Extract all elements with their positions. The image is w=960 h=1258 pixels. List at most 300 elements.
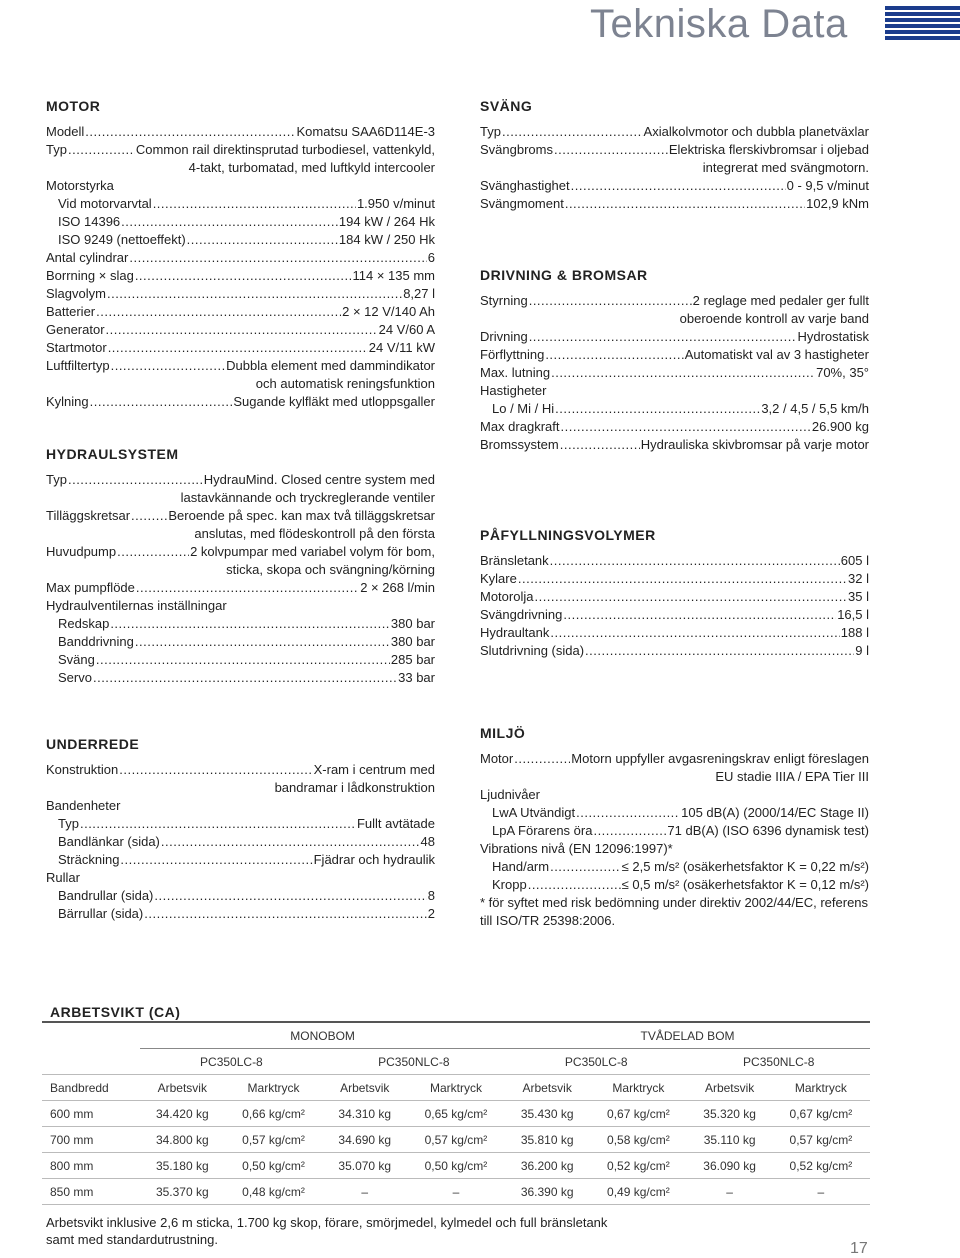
spec-text: * för syftet med risk bedömning under direktiv 2002/44/EC, referens — [480, 895, 869, 910]
dot-leader — [551, 364, 815, 382]
section-hydraulsystem — [46, 445, 435, 687]
dot-leader — [153, 195, 356, 213]
page-title: Tekniska Data — [590, 2, 848, 46]
spec-value: 35 l — [848, 589, 869, 604]
left-column — [46, 97, 435, 687]
spec-row — [46, 195, 435, 213]
spec-value: 8 — [427, 888, 435, 903]
spec-text: Motorstyrka — [46, 178, 114, 193]
table-cell: 34.310 kg — [323, 1101, 407, 1127]
spec-value: 48 — [420, 834, 435, 849]
spec-value: ≤ 2,5 m/s² (osäkerhetsfaktor K = 0,22 m/s²) — [621, 859, 869, 874]
dot-leader — [550, 552, 840, 570]
table-cell: 36.390 kg — [505, 1179, 589, 1205]
spec-row — [480, 364, 869, 382]
spec-text: Bandenheter — [46, 798, 121, 813]
dot-leader — [560, 418, 810, 436]
spec-value: Dubbla element med dammindikator — [226, 358, 435, 373]
spec-row — [46, 815, 435, 833]
table-cell: – — [323, 1179, 407, 1205]
spec-text: Rullar — [46, 870, 80, 885]
section-drivning-bromsar — [480, 266, 869, 454]
dot-leader — [96, 651, 390, 669]
group-header-row — [42, 1023, 870, 1049]
table-cell: 600 mm — [42, 1101, 140, 1127]
spec-label: Tilläggskretsar — [46, 508, 131, 523]
table-cell: 0,57 kg/cm² — [224, 1127, 322, 1153]
table-cell: 35.070 kg — [323, 1153, 407, 1179]
table-cell: 34.800 kg — [140, 1127, 224, 1153]
column-header: Arbetsvik — [323, 1075, 407, 1101]
spec-value: 105 dB(A) (2000/14/EC Stage II) — [681, 805, 869, 820]
spec-label: Max dragkraft — [480, 419, 560, 434]
spec-label: Sväng — [58, 652, 95, 667]
dot-leader — [514, 750, 570, 768]
group-tvadelad-bom: TVÅDELAD BOM — [505, 1023, 870, 1049]
spec-row — [480, 588, 869, 606]
column-header: Marktryck — [407, 1075, 505, 1101]
spec-value-continued: oberoende kontroll av varje band — [679, 311, 869, 326]
left-column-lower — [46, 735, 435, 923]
dot-leader — [576, 804, 680, 822]
spec-row — [46, 833, 435, 851]
spec-row — [46, 357, 435, 375]
spec-label: Servo — [58, 670, 92, 685]
spec-row — [46, 303, 435, 321]
dot-leader — [106, 321, 378, 339]
section-heading: HYDRAULSYSTEM — [46, 446, 179, 462]
spec-label: Modell — [46, 124, 85, 139]
section-heading: PÅFYLLNINGSVOLYMER — [480, 527, 656, 543]
dot-leader — [68, 141, 135, 159]
dot-leader — [563, 606, 836, 624]
spec-label: Kropp — [492, 877, 527, 892]
page-number: 17 — [850, 1240, 868, 1257]
table-cell: 35.180 kg — [140, 1153, 224, 1179]
table-cell: 35.430 kg — [505, 1101, 589, 1127]
dot-leader — [545, 346, 683, 364]
spec-row — [46, 285, 435, 303]
spec-label: Sträckning — [58, 852, 120, 867]
spec-label: Hydraultank — [480, 625, 550, 640]
table-row — [42, 1179, 870, 1205]
column-header: Marktryck — [772, 1075, 870, 1101]
dot-leader — [131, 507, 167, 525]
dot-leader — [144, 905, 427, 923]
spec-label: Kylning — [46, 394, 89, 409]
dot-leader — [528, 876, 621, 894]
spec-label: Svängbroms — [480, 142, 553, 157]
spec-label: Slutdrivning (sida) — [480, 643, 585, 658]
spec-value: 184 kW / 250 Hk — [338, 232, 435, 247]
spec-label: Bromssystem — [480, 437, 559, 452]
spec-value: 3,2 / 4,5 / 5,5 km/h — [761, 401, 869, 416]
dot-leader — [518, 570, 847, 588]
column-header: Arbetsvik — [687, 1075, 771, 1101]
spec-label: Kylare — [480, 571, 517, 586]
subheader-row — [42, 1075, 870, 1101]
spec-label: Typ — [46, 142, 67, 157]
spec-label: Bandlänkar (sida) — [58, 834, 160, 849]
spec-label: Svängmoment — [480, 196, 564, 211]
spec-row — [480, 328, 869, 346]
spec-label: Svängdrivning — [480, 607, 563, 622]
spec-text: till ISO/TR 25398:2006. — [480, 913, 616, 928]
spec-value: 24 V/11 kW — [368, 340, 435, 355]
spec-label: Typ — [58, 816, 79, 831]
right-column-lower — [480, 724, 869, 930]
dot-leader — [135, 633, 390, 651]
spec-label: Vid motorvarvtal — [58, 196, 152, 211]
spec-label: ISO 14396 — [58, 214, 121, 229]
spec-row — [46, 507, 435, 525]
spec-label: Batterier — [46, 304, 96, 319]
spec-row — [46, 633, 435, 651]
spec-value: 2 reglage med pedaler ger fullt — [692, 293, 869, 308]
spec-row — [46, 543, 435, 561]
spec-value: 8,27 l — [403, 286, 435, 301]
spec-row — [480, 292, 869, 310]
arbetsvikt-heading: ARBETSVIKT (CA) — [42, 1003, 870, 1023]
spec-value: 188 l — [840, 625, 869, 640]
table-cell: 0,67 kg/cm² — [589, 1101, 687, 1127]
spec-label: Typ — [46, 472, 67, 487]
spec-text: Hastigheter — [480, 383, 547, 398]
spec-label: Hand/arm — [492, 859, 550, 874]
column-header: Arbetsvik — [505, 1075, 589, 1101]
spec-value: 24 V/60 A — [378, 322, 435, 337]
spec-text: Hydraulventilernas inställningar — [46, 598, 227, 613]
dot-leader — [534, 588, 847, 606]
section-svang — [480, 97, 869, 213]
spec-value: Common rail direktinsprutad turbodiesel, vattenkyld, — [135, 142, 435, 157]
spec-label: Startmotor — [46, 340, 107, 355]
dot-leader — [502, 123, 643, 141]
spec-row — [480, 418, 869, 436]
dot-leader — [565, 195, 805, 213]
spec-label: Svänghastighet — [480, 178, 570, 193]
spec-value: 6 — [427, 250, 435, 265]
spec-label: Förflyttning — [480, 347, 545, 362]
dot-leader — [187, 231, 338, 249]
spec-row — [46, 249, 435, 267]
spec-label: Huvudpump — [46, 544, 117, 559]
note-line: Arbetsvikt inklusive 2,6 m sticka, 1.700 kg skop, förare, smörjmedel, kylmedel och full bränsletank — [46, 1215, 608, 1230]
spec-value: 0 - 9,5 v/minut — [786, 178, 869, 193]
table-cell: – — [772, 1179, 870, 1205]
dot-leader — [93, 669, 397, 687]
spec-label: Bärrullar (sida) — [58, 906, 144, 921]
dot-leader — [550, 624, 839, 642]
table-cell: 0,49 kg/cm² — [589, 1179, 687, 1205]
spec-value: 2 × 268 l/min — [360, 580, 435, 595]
arbetsvikt-table-box — [42, 1003, 870, 1205]
spec-value: 2 kolvpumpar med variabel volym för bom, — [190, 544, 435, 559]
table-cell: 0,57 kg/cm² — [772, 1127, 870, 1153]
spec-value: 2 — [427, 906, 435, 921]
dot-leader — [154, 887, 426, 905]
spec-value: Sugande kylfläkt med utloppsgaller — [233, 394, 435, 409]
spec-row — [480, 642, 869, 660]
spec-row — [46, 579, 435, 597]
spec-value: Fjädrar och hydraulik — [313, 852, 435, 867]
spec-row — [480, 123, 869, 141]
spec-value: Hydrostatisk — [797, 329, 869, 344]
table-cell: 850 mm — [42, 1179, 140, 1205]
spec-value-continued: integrerat med svängmotorn. — [702, 160, 869, 175]
spec-value-continued: anslutas, med flödeskontroll på den första — [194, 526, 435, 541]
dot-leader — [68, 471, 203, 489]
spec-value: Hydrauliska skivbromsar på varje motor — [640, 437, 869, 452]
dot-leader — [135, 267, 352, 285]
table-cell: 0,67 kg/cm² — [772, 1101, 870, 1127]
group-monobom: MONOBOM — [140, 1023, 505, 1049]
table-cell: 0,66 kg/cm² — [224, 1101, 322, 1127]
column-header: Bandbredd — [42, 1075, 140, 1101]
spec-label: ISO 9249 (nettoeffekt) — [58, 232, 186, 247]
spec-label: Generator — [46, 322, 105, 337]
spec-row — [480, 804, 869, 822]
spec-label: Max. lutning — [480, 365, 551, 380]
dot-leader — [110, 615, 390, 633]
dot-leader — [117, 543, 189, 561]
section-pafyllningsvolymer — [480, 526, 869, 660]
spec-row — [480, 606, 869, 624]
spec-row — [46, 339, 435, 357]
table-cell: 0,58 kg/cm² — [589, 1127, 687, 1153]
section-heading: DRIVNING & BROMSAR — [480, 267, 648, 283]
spec-value: 26.900 kg — [811, 419, 869, 434]
table-cell: – — [407, 1179, 505, 1205]
spec-row — [480, 346, 869, 364]
model-header: PC350NLC-8 — [687, 1049, 870, 1075]
spec-row — [46, 231, 435, 249]
spec-value: Motorn uppfyller avgasreningskrav enligt föreslagen — [571, 751, 869, 766]
spec-row — [46, 321, 435, 339]
dot-leader — [108, 339, 368, 357]
spec-row — [480, 750, 869, 768]
table-cell: 0,52 kg/cm² — [589, 1153, 687, 1179]
dot-leader — [555, 400, 760, 418]
spec-label: LwA Utvändigt — [492, 805, 576, 820]
spec-label: Slagvolym — [46, 286, 106, 301]
arbetsvikt-note — [46, 1214, 607, 1248]
dot-leader — [120, 851, 312, 869]
table-cell: 0,50 kg/cm² — [407, 1153, 505, 1179]
spec-value: X-ram i centrum med — [313, 762, 435, 777]
spec-row — [480, 177, 869, 195]
spec-value-continued: och automatisk reningsfunktion — [255, 376, 435, 391]
table-cell: 0,48 kg/cm² — [224, 1179, 322, 1205]
table-cell: 0,57 kg/cm² — [407, 1127, 505, 1153]
table-cell: 700 mm — [42, 1127, 140, 1153]
table-cell: 34.690 kg — [323, 1127, 407, 1153]
spec-row — [480, 400, 869, 418]
spec-value: Axialkolvmotor och dubbla planetväxlar — [643, 124, 869, 139]
dot-leader — [136, 579, 359, 597]
spec-value: 102,9 kNm — [806, 196, 869, 211]
spec-value: Elektriska flerskivbromsar i oljebad — [668, 142, 869, 157]
spec-value: 2 × 12 V/140 Ah — [342, 304, 435, 319]
spec-value: 16,5 l — [837, 607, 869, 622]
dot-leader — [111, 357, 226, 375]
spec-row — [46, 123, 435, 141]
spec-row — [480, 876, 869, 894]
spec-value-continued: sticka, skopa och svängning/körning — [226, 562, 435, 577]
spec-value: 194 kW / 264 Hk — [338, 214, 435, 229]
dot-leader — [550, 858, 621, 876]
section-heading: MILJÖ — [480, 725, 526, 741]
spec-row — [46, 471, 435, 489]
spec-row — [480, 141, 869, 159]
spec-row — [480, 624, 869, 642]
spec-row — [46, 887, 435, 905]
dot-leader — [96, 303, 341, 321]
table-cell: 34.420 kg — [140, 1101, 224, 1127]
spec-value: 114 × 135 mm — [352, 268, 435, 283]
model-header-row — [42, 1049, 870, 1075]
spec-row — [480, 552, 869, 570]
table-cell: 35.370 kg — [140, 1179, 224, 1205]
spec-value-continued: EU stadie IIIA / EPA Tier III — [715, 769, 869, 784]
header-stripes-logo — [885, 6, 960, 40]
spec-value: 33 bar — [398, 670, 435, 685]
dot-leader — [80, 815, 356, 833]
dot-leader — [593, 822, 666, 840]
spec-label: Bandrullar (sida) — [58, 888, 154, 903]
spec-value: Fullt avtätade — [356, 816, 435, 831]
spec-label: Lo / Mi / Hi — [492, 401, 555, 416]
spec-row — [46, 213, 435, 231]
spec-value: Komatsu SAA6D114E-3 — [296, 124, 435, 139]
model-header: PC350LC-8 — [505, 1049, 687, 1075]
right-column — [480, 97, 869, 454]
spec-row — [480, 822, 869, 840]
table-cell: 35.110 kg — [687, 1127, 771, 1153]
dot-leader — [585, 642, 854, 660]
table-cell: 0,50 kg/cm² — [224, 1153, 322, 1179]
spec-value: Automatiskt val av 3 hastigheter — [684, 347, 869, 362]
dot-leader — [129, 249, 426, 267]
model-header: PC350LC-8 — [140, 1049, 322, 1075]
table-cell: 35.810 kg — [505, 1127, 589, 1153]
spec-value: 380 bar — [390, 616, 435, 631]
spec-value-continued: 4-takt, turbomatad, med luftkyld intercooler — [188, 160, 435, 175]
spec-value: 71 dB(A) (ISO 6396 dynamisk test) — [667, 823, 869, 838]
spec-label: Redskap — [58, 616, 110, 631]
spec-text: Ljudnivåer — [480, 787, 540, 802]
dot-leader — [121, 213, 338, 231]
right-column-mid — [480, 526, 869, 660]
arbetsvikt-table — [42, 1023, 870, 1205]
spec-row — [46, 905, 435, 923]
table-row — [42, 1127, 870, 1153]
spec-label: Konstruktion — [46, 762, 119, 777]
spec-text: Vibrations nivå (EN 12096:1997)* — [480, 841, 673, 856]
spec-value: 9 l — [855, 643, 869, 658]
spec-label: Drivning — [480, 329, 528, 344]
spec-label: Borrning × slag — [46, 268, 134, 283]
spec-value: HydrauMind. Closed centre system med — [203, 472, 435, 487]
spec-row — [46, 851, 435, 869]
spec-label: LpA Förarens öra — [492, 823, 593, 838]
spec-label: Banddrivning — [58, 634, 134, 649]
table-row — [42, 1101, 870, 1127]
dot-leader — [85, 123, 295, 141]
spec-value-continued: bandramar i lådkonstruktion — [274, 780, 435, 795]
spec-label: Typ — [480, 124, 501, 139]
spec-row — [480, 436, 869, 454]
column-header: Marktryck — [589, 1075, 687, 1101]
table-cell: 35.320 kg — [687, 1101, 771, 1127]
column-header: Arbetsvik — [140, 1075, 224, 1101]
spec-row — [46, 651, 435, 669]
dot-leader — [571, 177, 786, 195]
table-cell: 36.090 kg — [687, 1153, 771, 1179]
note-line: samt med standardutrustning. — [46, 1232, 218, 1247]
spec-value: 605 l — [840, 553, 869, 568]
dot-leader — [161, 833, 420, 851]
table-cell: 0,65 kg/cm² — [407, 1101, 505, 1127]
section-heading: UNDERREDE — [46, 736, 140, 752]
section-heading: MOTOR — [46, 98, 101, 114]
dot-leader — [107, 285, 402, 303]
spec-value: 380 bar — [390, 634, 435, 649]
spec-row — [46, 393, 435, 411]
spec-row — [46, 141, 435, 159]
table-cell: 36.200 kg — [505, 1153, 589, 1179]
spec-label: Bränsletank — [480, 553, 549, 568]
spec-row — [46, 669, 435, 687]
section-motor — [46, 97, 435, 411]
section-underrede — [46, 735, 435, 923]
column-header: Marktryck — [224, 1075, 322, 1101]
spec-row — [480, 858, 869, 876]
dot-leader — [90, 393, 233, 411]
spec-row — [480, 570, 869, 588]
table-cell: 800 mm — [42, 1153, 140, 1179]
section-miljo — [480, 724, 869, 930]
spec-row — [480, 195, 869, 213]
section-heading: SVÄNG — [480, 98, 533, 114]
spec-label: Luftfiltertyp — [46, 358, 110, 373]
spec-label: Antal cylindrar — [46, 250, 129, 265]
spec-label: Motor — [480, 751, 514, 766]
spec-value: 70%, 35° — [816, 365, 869, 380]
table-cell: – — [687, 1179, 771, 1205]
spec-value-continued: lastavkännande och tryckreglerande ventiler — [180, 490, 435, 505]
dot-leader — [529, 328, 797, 346]
spec-label: Motorolja — [480, 589, 534, 604]
spec-label: Max pumpflöde — [46, 580, 135, 595]
dot-leader — [529, 292, 692, 310]
spec-row — [46, 267, 435, 285]
spec-row — [46, 615, 435, 633]
spec-value: 1.950 v/minut — [356, 196, 435, 211]
spec-value: 32 l — [848, 571, 869, 586]
table-row — [42, 1153, 870, 1179]
dot-leader — [560, 436, 640, 454]
spec-value: ≤ 0,5 m/s² (osäkerhetsfaktor K = 0,12 m/s²) — [621, 877, 869, 892]
spec-label: Styrning — [480, 293, 528, 308]
spec-row — [46, 761, 435, 779]
spec-value: Beroende på spec. kan max två tilläggskretsar — [168, 508, 435, 523]
model-header: PC350NLC-8 — [323, 1049, 505, 1075]
dot-leader — [554, 141, 668, 159]
dot-leader — [119, 761, 312, 779]
spec-value: 285 bar — [390, 652, 435, 667]
table-cell: 0,52 kg/cm² — [772, 1153, 870, 1179]
